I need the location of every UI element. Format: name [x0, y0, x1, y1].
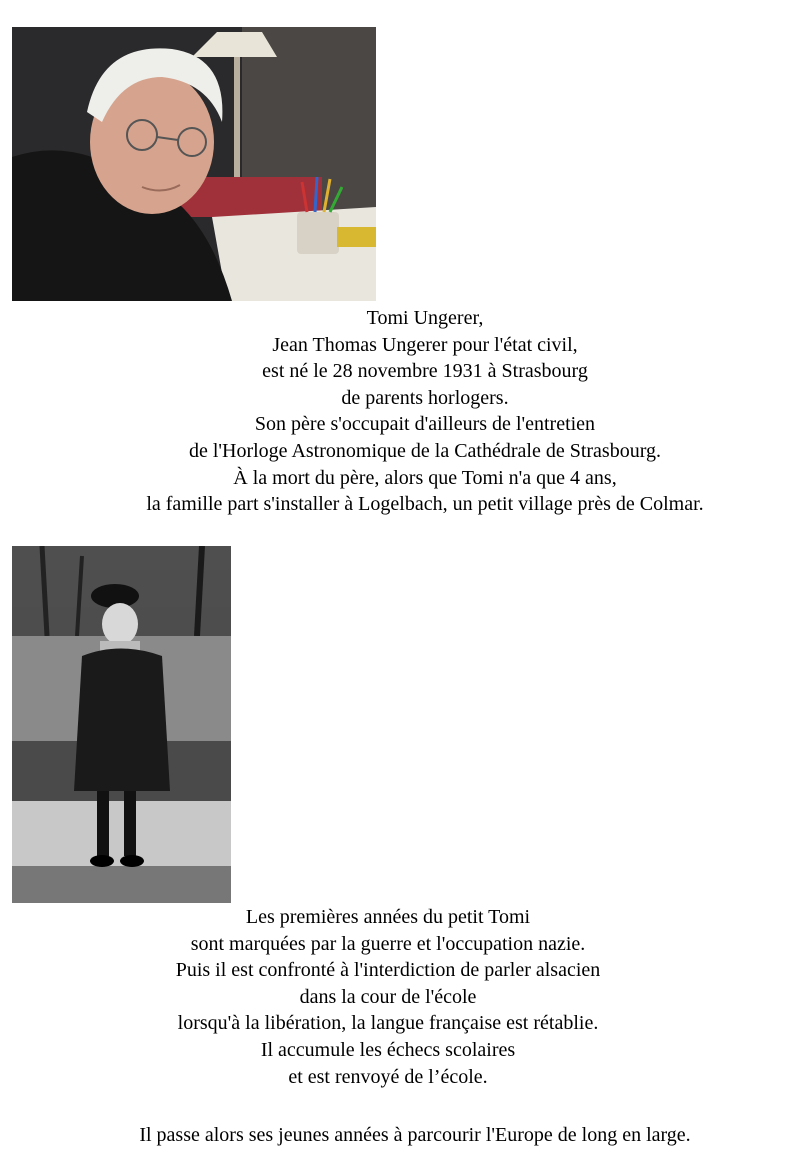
child-illustration: [12, 546, 231, 903]
intro-line: de parents horlogers.: [341, 386, 509, 409]
closing-paragraph: [55, 1122, 775, 1149]
childhood-line: dans la cour de l'école: [299, 985, 477, 1008]
portrait-photo: [12, 27, 376, 301]
childhood-line: Puis il est confronté à l'interdiction de parler alsacien: [175, 959, 601, 982]
intro-line: Son père s'occupait d'ailleurs de l'entretien: [254, 413, 596, 436]
childhood-line: Les premières années du petit Tomi: [245, 906, 531, 928]
child-photo: [12, 546, 231, 903]
childhood-line: sont marquées par la guerre et l'occupation nazie.: [190, 932, 586, 955]
childhood-line: et est renvoyé de l’école.: [288, 1065, 488, 1088]
intro-line: Tomi Ungerer,: [366, 307, 484, 329]
childhood-paragraph: [28, 904, 748, 1090]
portrait-illustration: [12, 27, 376, 301]
closing-line: Il passe alors ses jeunes années à parcourir l'Europe de long en large.: [139, 1124, 691, 1146]
intro-paragraph: [65, 305, 785, 518]
intro-line: la famille part s'installer à Logelbach, un petit village près de Colmar.: [146, 493, 704, 516]
intro-line: est né le 28 novembre 1931 à Strasbourg: [262, 360, 588, 383]
intro-line: Jean Thomas Ungerer pour l'état civil,: [272, 333, 578, 356]
childhood-line: Il accumule les échecs scolaires: [260, 1038, 516, 1061]
intro-line: À la mort du père, alors que Tomi n'a que 4 ans,: [233, 466, 617, 489]
childhood-line: lorsqu'à la libération, la langue française est rétablie.: [177, 1012, 599, 1035]
intro-line: de l'Horloge Astronomique de la Cathédrale de Strasbourg.: [188, 439, 661, 462]
